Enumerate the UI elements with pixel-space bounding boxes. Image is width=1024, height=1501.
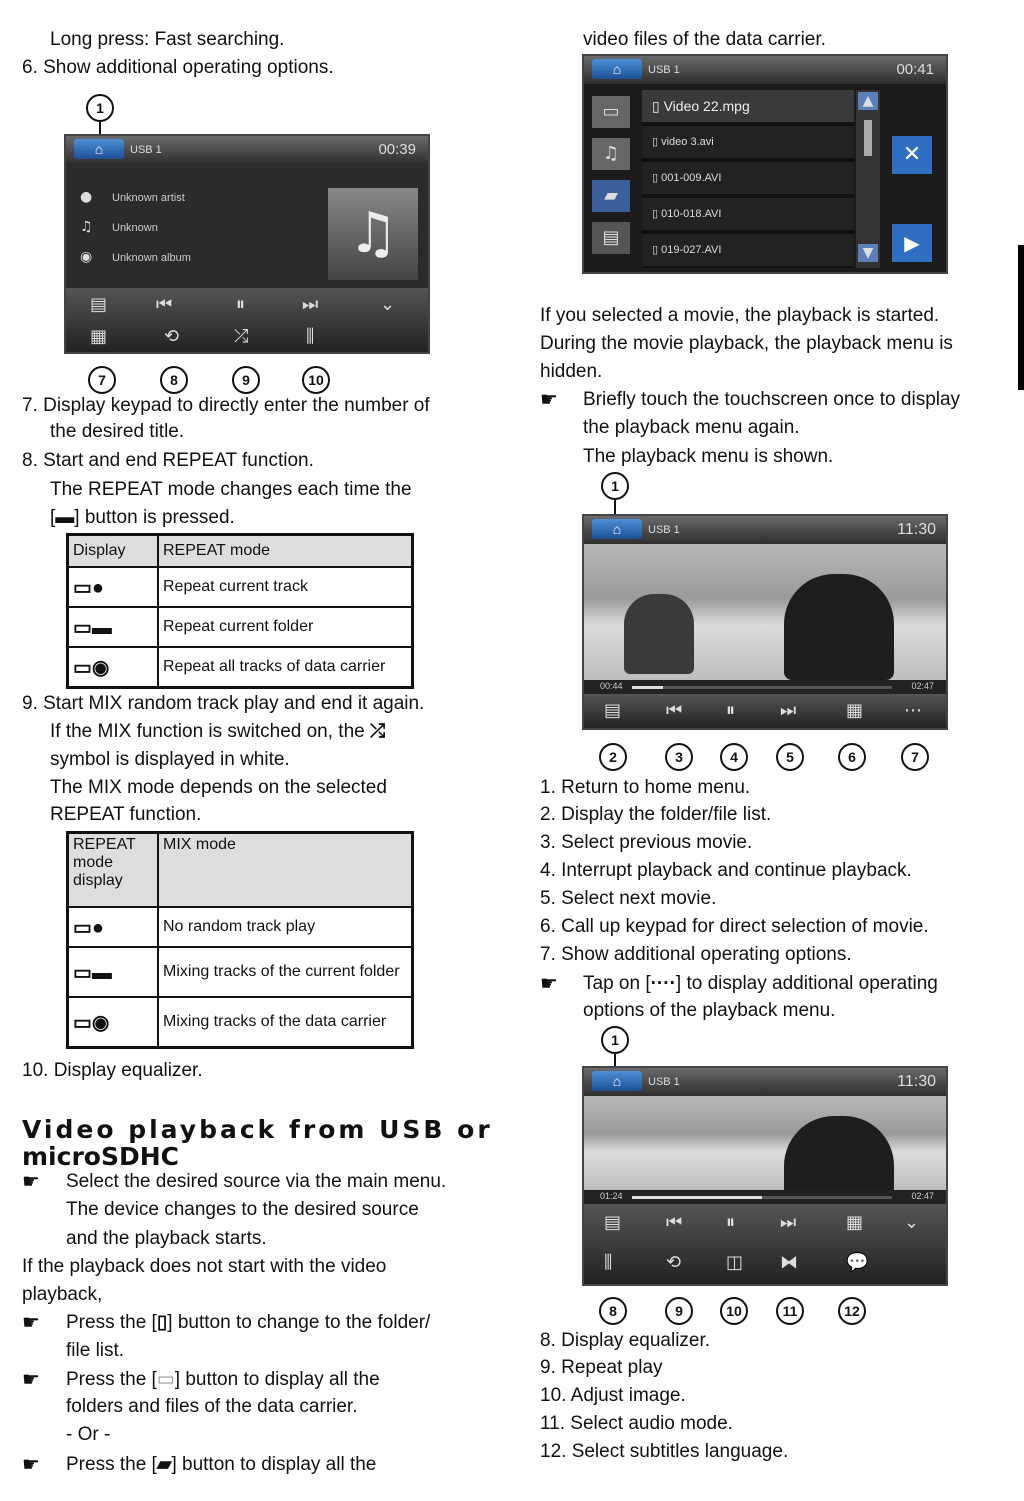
status-bar <box>584 516 946 544</box>
scrollbar[interactable] <box>856 90 880 268</box>
video-clapper-icon: ▰ <box>156 1454 172 1475</box>
callout-8: 8 <box>599 1297 627 1325</box>
table-header: REPEAT mode <box>158 535 413 568</box>
more-options-icon: ···· <box>650 973 676 994</box>
item-9-line1: 9. Start MIX random track play and end it again. <box>22 693 425 714</box>
pointing-hand-icon: ☛ <box>22 1171 40 1193</box>
keypad-icon[interactable]: ▦ <box>846 1212 864 1233</box>
table-cell: Repeat all tracks of data carrier <box>158 647 413 688</box>
section-heading: Video playback from USB or <box>22 1115 493 1144</box>
video-options-screen <box>582 1066 948 1286</box>
video-figure <box>784 1116 894 1190</box>
callout-7: 7 <box>901 743 929 771</box>
track-info-area <box>66 164 428 288</box>
status-bar <box>584 56 946 84</box>
next-icon[interactable]: ⏭ <box>302 294 319 315</box>
folder-icon[interactable]: ▤ <box>604 700 622 721</box>
repeat-mode-table <box>66 533 414 689</box>
status-bar <box>584 1068 946 1096</box>
progress-fill <box>632 686 663 689</box>
list-item-12: 12. Select subtitles language. <box>540 1441 789 1462</box>
table-cell: Mixing tracks of the current folder <box>158 947 413 997</box>
video-frame[interactable] <box>584 1096 946 1190</box>
pause-icon[interactable]: ⏸ <box>726 1212 735 1233</box>
pointing-hand-icon: ☛ <box>540 973 558 995</box>
video-figure <box>784 574 894 680</box>
list-item-2: 2. Display the folder/file list. <box>540 804 772 825</box>
scroll-down-icon[interactable]: ▼ <box>858 244 878 262</box>
previous-icon[interactable]: ⏮ <box>666 1212 683 1233</box>
table-header: Display <box>68 535 159 568</box>
progress-track[interactable] <box>632 1196 892 1199</box>
repeat-all-icon: ▭◉ <box>68 647 159 688</box>
artist-icon: ● <box>80 189 93 205</box>
repeat-track-icon: ▭● <box>68 567 159 607</box>
para-line3: hidden. <box>540 361 603 382</box>
list-item[interactable]: ▯ 001-009.AVI <box>642 162 854 194</box>
callout-9: 9 <box>665 1297 693 1325</box>
list-item[interactable]: ▯ 019-027.AVI <box>642 234 854 266</box>
callout-4: 4 <box>720 743 748 771</box>
intro-text: video files of the data carrier. <box>583 29 826 50</box>
elapsed-time: 01:24 <box>600 1191 623 1201</box>
artist-label: Unknown artist <box>112 192 185 204</box>
video-icon[interactable]: ▰ <box>592 180 630 212</box>
list-item[interactable]: ▯ video 3.avi <box>642 126 854 158</box>
elapsed-time: 00:44 <box>600 681 623 691</box>
file-list <box>642 90 854 268</box>
total-time: 02:47 <box>911 1191 934 1201</box>
pointing-hand-icon: ☛ <box>22 1312 40 1334</box>
shuffle-icon[interactable]: ⤮ <box>234 326 249 347</box>
tap-line1: Tap on [····] to display additional operating <box>583 973 938 994</box>
callout-10: 10 <box>302 366 330 394</box>
home-icon[interactable]: ⌂ <box>592 519 642 539</box>
video-figure <box>624 594 694 674</box>
note-line2: playback, <box>22 1284 103 1305</box>
item-8-line2: The REPEAT mode changes each time the <box>50 479 412 500</box>
progress-row <box>584 1190 946 1204</box>
folder-icon: ▯ <box>156 1312 168 1333</box>
callout-8: 8 <box>160 366 188 394</box>
item-9-line5: REPEAT function. <box>50 804 202 825</box>
list-item-6: 6. Call up keypad for direct selection of movie. <box>540 916 929 937</box>
step-4-line1: Press the [▰] button to display all the <box>66 1454 377 1475</box>
repeat-track-icon: ▭● <box>68 907 159 947</box>
item-9-line2: If the MIX function is switched on, the ⤮ <box>50 721 386 742</box>
step-3-line1: Press the [▭] button to display all the <box>66 1369 380 1390</box>
table-header: MIX mode <box>158 833 413 908</box>
clock: 00:41 <box>896 61 934 78</box>
home-icon[interactable]: ⌂ <box>74 139 124 159</box>
music-icon[interactable]: ♫ <box>592 138 630 170</box>
long-press-text: Long press: Fast searching. <box>50 29 285 50</box>
table-row <box>68 567 413 607</box>
scroll-up-icon[interactable]: ▲ <box>858 92 878 110</box>
table-cell: Repeat current folder <box>158 607 413 647</box>
table-row <box>68 907 413 947</box>
list-item-7: 7. Show additional operating options. <box>540 944 852 965</box>
list-item-11: 11. Select audio mode. <box>540 1413 733 1434</box>
status-bar <box>66 136 428 164</box>
table-row <box>68 647 413 688</box>
list-item-8: 8. Display equalizer. <box>540 1330 711 1351</box>
step-line1: Briefly touch the touchscreen once to display <box>583 389 961 410</box>
para-line2: During the movie playback, the playback menu is <box>540 333 953 354</box>
table-row <box>68 997 413 1048</box>
title-label: Unknown <box>112 222 158 234</box>
album-label: Unknown album <box>112 252 191 264</box>
chevron-down-icon[interactable]: ⌄ <box>380 294 396 315</box>
repeat-folder-icon: ▭▬ <box>68 947 159 997</box>
step-2-line2: file list. <box>66 1340 125 1361</box>
list-item[interactable]: ▯ 010-018.AVI <box>642 198 854 230</box>
table-cell: Repeat current track <box>158 567 413 607</box>
table-cell: No random track play <box>158 907 413 947</box>
list-item-9: 9. Repeat play <box>540 1357 663 1378</box>
video-frame[interactable] <box>584 544 946 680</box>
callout-7: 7 <box>88 366 116 394</box>
item-9-line3: symbol is displayed in white. <box>50 749 290 770</box>
item-8-line3: [▬] button is pressed. <box>50 507 235 528</box>
item-9-line4: The MIX mode depends on the selected <box>50 777 387 798</box>
scroll-thumb[interactable] <box>864 120 872 156</box>
table-cell: Mixing tracks of the data carrier <box>158 997 413 1048</box>
callout-10: 10 <box>720 1297 748 1325</box>
list-item-1: 1. Return to home menu. <box>540 777 751 798</box>
table-row <box>68 947 413 997</box>
section-heading-line2: microSDHC <box>22 1142 179 1171</box>
step-3-line2: folders and files of the data carrier. <box>66 1396 358 1417</box>
home-icon[interactable]: ⌂ <box>592 59 642 79</box>
shuffle-icon: ⤮ <box>370 721 386 742</box>
repeat-icon[interactable]: ⟲ <box>666 1252 682 1273</box>
item-8-line1: 8. Start and end REPEAT function. <box>22 450 314 471</box>
repeat-icon: ▬ <box>55 507 75 528</box>
audio-playback-screen <box>64 134 430 354</box>
item-7-line2: the desired title. <box>50 421 185 442</box>
callout-6: 6 <box>838 743 866 771</box>
previous-icon[interactable]: ⏮ <box>666 700 683 721</box>
repeat-icon[interactable]: ⟲ <box>164 326 180 347</box>
clock: 11:30 <box>897 521 936 538</box>
list-item-3: 3. Select previous movie. <box>540 832 753 853</box>
repeat-all-icon: ▭◉ <box>68 997 159 1048</box>
equalizer-icon[interactable]: ⫼ <box>604 1252 613 1273</box>
previous-icon[interactable]: ⏮ <box>156 294 173 315</box>
callout-2: 2 <box>599 743 627 771</box>
close-icon[interactable]: ✕ <box>892 136 932 174</box>
source-label: USB 1 <box>130 144 162 156</box>
table-header: REPEAT mode display <box>68 833 159 908</box>
control-bar <box>584 1204 946 1284</box>
control-bar <box>66 288 428 352</box>
item-10: 10. Display equalizer. <box>22 1060 203 1081</box>
pointing-hand-icon: ☛ <box>540 389 558 411</box>
list-item-4: 4. Interrupt playback and continue playback. <box>540 860 912 881</box>
progress-track[interactable] <box>632 686 892 689</box>
callout-1: 1 <box>601 472 629 500</box>
album-art-icon: ♫ <box>328 188 418 280</box>
pointing-hand-icon: ☛ <box>22 1369 40 1391</box>
category-column <box>588 90 634 266</box>
picture-icon: ▭ <box>156 1369 175 1390</box>
item-7-line1: 7. Display keypad to directly enter the number of <box>22 395 430 416</box>
source-label: USB 1 <box>648 64 680 76</box>
pause-icon[interactable]: ⏸ <box>726 700 735 721</box>
keypad-icon[interactable]: ▦ <box>846 700 864 721</box>
total-time: 02:47 <box>911 681 934 691</box>
callout-3: 3 <box>665 743 693 771</box>
progress-fill <box>632 1196 762 1199</box>
control-bar <box>584 694 946 728</box>
source-label: USB 1 <box>648 524 680 536</box>
folder-icon[interactable]: ▤ <box>90 294 108 315</box>
equalizer-icon[interactable]: ⫼ <box>306 326 315 347</box>
callout-5: 5 <box>776 743 804 771</box>
pause-icon[interactable]: ⏸ <box>236 294 245 315</box>
video-playback-screen <box>582 514 948 730</box>
clock: 11:30 <box>897 1073 936 1090</box>
item-6: 6. Show additional operating options. <box>22 57 334 78</box>
list-item-5: 5. Select next movie. <box>540 888 717 909</box>
next-icon[interactable]: ⏭ <box>780 700 797 721</box>
picture-icon[interactable]: ▭ <box>592 96 630 128</box>
page-edge-marker <box>1018 245 1024 390</box>
step-1-line1: Select the desired source via the main menu. <box>66 1171 447 1192</box>
pointing-hand-icon: ☛ <box>22 1454 40 1476</box>
music-note-icon: ♫ <box>80 219 93 235</box>
clock: 00:39 <box>378 141 416 158</box>
folder-icon[interactable]: ▤ <box>604 1212 622 1233</box>
album-icon: ◉ <box>80 249 93 265</box>
next-icon[interactable]: ⏭ <box>780 1212 797 1233</box>
file-list-screen <box>582 54 948 274</box>
home-icon[interactable]: ⌂ <box>592 1071 642 1091</box>
progress-row <box>584 680 946 694</box>
mix-mode-table <box>66 831 414 1049</box>
tap-line2: options of the playback menu. <box>583 1000 836 1021</box>
chevron-down-icon[interactable]: ⌄ <box>904 1212 920 1233</box>
list-item[interactable]: ▯ Video 22.mpg <box>642 90 854 122</box>
folder-icon[interactable]: ▤ <box>592 222 630 254</box>
list-item-10: 10. Adjust image. <box>540 1385 686 1406</box>
audio-mode-icon[interactable]: ⧓ <box>780 1252 798 1273</box>
step-line3: The playback menu is shown. <box>583 446 834 467</box>
or-separator: - Or - <box>66 1424 111 1445</box>
subtitles-icon[interactable]: 💬 <box>846 1252 869 1273</box>
source-label: USB 1 <box>648 1076 680 1088</box>
note-line1: If the playback does not start with the video <box>22 1256 387 1277</box>
play-icon[interactable]: ▶ <box>892 224 932 262</box>
keypad-icon[interactable]: ▦ <box>90 326 108 347</box>
callout-11: 11 <box>776 1297 804 1325</box>
table-row <box>68 607 413 647</box>
callout-1: 1 <box>86 94 114 122</box>
step-2-line1: Press the [▯] button to change to the folder/ <box>66 1312 431 1333</box>
step-1-line3: and the playback starts. <box>66 1228 267 1249</box>
callout-1: 1 <box>601 1026 629 1054</box>
repeat-folder-icon: ▭▬ <box>68 607 159 647</box>
step-1-line2: The device changes to the desired source <box>66 1199 419 1220</box>
adjust-image-icon[interactable]: ◫ <box>726 1252 744 1273</box>
more-options-icon[interactable]: ⋯ <box>904 700 922 721</box>
callout-12: 12 <box>838 1297 866 1325</box>
step-line2: the playback menu again. <box>583 417 800 438</box>
para-line1: If you selected a movie, the playback is started. <box>540 305 940 326</box>
callout-9: 9 <box>232 366 260 394</box>
